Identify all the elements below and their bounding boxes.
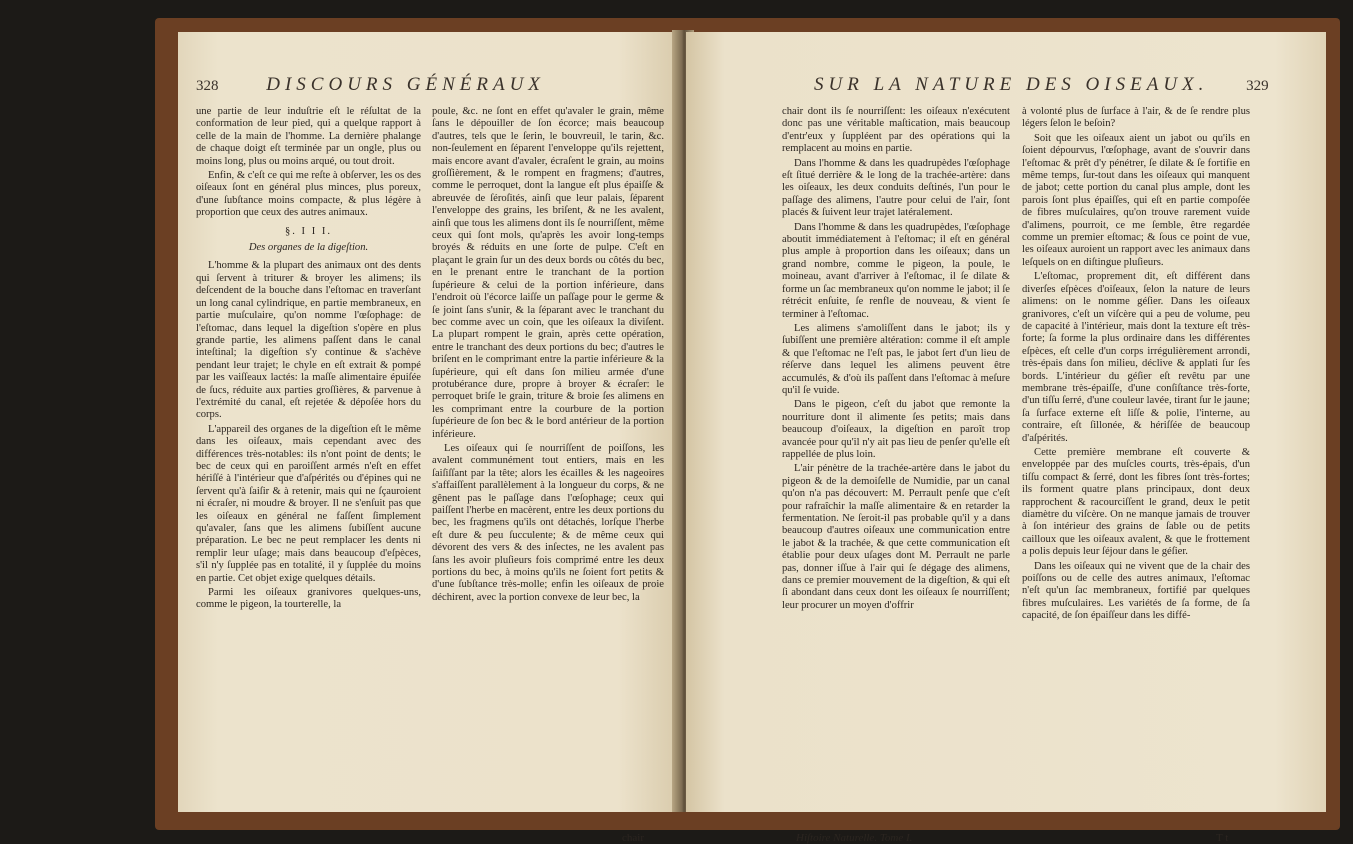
left-catchword: chair (622, 832, 644, 844)
right-running-title: SUR LA NATURE DES OISEAUX. (814, 74, 1209, 95)
paragraph: une partie de leur induſtrie eſt le réſultat de la conformation de leur pied, qui a quelque rapport à celle de la main de l'homme. La dernière phalange de chaque doigt eſt terminée par un ongle, plus ou moins long, plus ou moins arqué, ou tout droit. (196, 106, 421, 167)
right-footer-series (796, 832, 912, 844)
paragraph: Dans l'homme & dans les quadrupèdes l'œſophage eſt ſitué derrière & le long de la trachée-artère: dans les oiſeaux, les deux conduits deſtinés, l'un pour le paſſage des alimens, l'autre pour celui de l'air, ſont placés & ſuivent leur trajet latéralement. (782, 157, 1010, 219)
paragraph: L'appareil des organes de la digeſtion eſt le même dans les oiſeaux, mais cependant avec des différences très-notables: ils n'ont point de dents; le bec de ceux qui en paroiſſent armés n'eſt en effet hériſſé à l'intérieur que d'aſpérités ou d'épines qui ne ſervent qu'à ſaiſir & à retenir, mais qui ne ſçauroient ni écraſer, ni moudre & broyer. Il ne s'enſuit pas que les oiſeaux en général ne faſſent ſimplement qu'avaler, ſans que les alimens ſubiſſent aucune préparation. Le bec ne peut remplacer les dents ni remplir leur uſage; mais dans beaucoup d'eſpèces, s'il n'y ſupplée pas en totalité, il y ſupplée du moins en partie. Cet objet exige quelques détails. (196, 423, 421, 584)
left-page-number: 328 (196, 78, 219, 94)
right-running-head (814, 74, 1314, 104)
paragraph: Cette première membrane eſt couverte & enveloppée par des muſcles courts, très-épais, d'un tiſſu compact & ſerré, dont les fibres ſont très-fortes; ils forment quatre plans principaux, dont deux rapprochent & racourciſſent le grand, deux le petit diamètre du viſcère. On ne manque jamais de trouver à ſon intérieur des grains de ſable ou de petits cailloux que les oiſeaux avalent, & que le frottement a polis depuis leur ſéjour dans le géſier. (1022, 446, 1250, 558)
paragraph: poule, &c. ne ſont en effet qu'avaler le grain, même ſans le dépouiller de ſon écorce; mais beaucoup d'autres, tels que le ſerin, le bouvreuil, le tarin, &c. non-ſeulement en ſéparent l'enveloppe qu'ils rejettent, mais encore avant d'avaler, écraſent le grain, au moins groſſièrement, & le rompent en fragmens; d'autres, comme le perroquet, dont la langue eſt plus épaiſſe & abreuvée de ſéroſités, ainſi que leur palais, ſéparent l'enveloppe des grains, les briſent, & ne les avalent, ainſi que tous les alimens dont ils ſe nourriſſent, même ceux qui ſont mols, qu'après les avoir long-temps broyés & réduits en une ſorte de pulpe. C'eſt en plaçant le grain ſur un des deux bords ou côtés du bec, en le prenant entre le tranchant de la portion ſupérieure & celui de la portion inférieure, dans l'endroit où l'écorce laiſſe un paſſage pour le germe & ſe joint ſans s'unir, & la ſéparant avec le tranchant du bec comme avec un coin, que les oiſeaux la diviſent. La plupart rompent le grain, après cette opération, entre le tranchant des deux portions du bec; d'autres le briſent en le comprimant entre la partie inférieure & la ſupérieure, qui eſt dans ſon milieu armée d'une protubérance dure, propre à broyer & écraſer: le perroquet briſe le grain, triture & broie ſes alimens en les comprimant entre la courbure de la portion ſupérieure de ſon bec & le bord antérieur de la portion inférieure. (432, 106, 664, 440)
paragraph: Les alimens s'amoliſſent dans le jabot; ils y ſubiſſent une première altération: comme il eſt ample & que l'eſtomac ne l'eſt pas, le jabot ſert d'un lieu de réſerve dans lequel les alimens peuvent être accumulés, & d'où ils paſſent dans l'eſtomac à meſure qu'il ſe vuide. (782, 322, 1010, 396)
paragraph: à volonté plus de ſurface à l'air, & de ſe rendre plus légers ſelon le beſoin? (1022, 106, 1250, 130)
right-page (686, 32, 1326, 844)
section-subtitle: Des organes de la digeſtion. (248, 242, 369, 254)
paragraph: chair dont ils ſe nourriſſent: les oiſeaux n'exécutent donc pas une véritable maſtication, mais beaucoup d'entr'eux y ſuppléent par des opérations qui la remplacent au moins en partie. (782, 106, 1010, 155)
left-running-head (196, 74, 666, 104)
signature-mark: T t (1216, 832, 1229, 844)
right-column-1 (782, 106, 1010, 614)
paragraph: L'eſtomac, proprement dit, eſt différent dans diverſes eſpèces d'oiſeaux, ſelon la nature de leurs alimens: on le nomme géſier. Dans les oiſeaux granivores, c'eſt un viſcère qui a peu de volume, peu de capacité à l'intérieur, mais dont la texture eſt très-forte; ſa forme la plus ordinaire dans les différentes eſpèces, eſt celle d'un corps irrégulièrement arrondi, très-épais dans ſon milieu, déclive & applati ſur ſes bords. L'intérieur du géſier eſt revêtu par une membrane très-épaiſſe, d'une conſiſtance très-forte, d'un tiſſu ſerré, d'une couleur lavée, tirant ſur le jaune; ſa ſurface externe eſt liſſe & polie, l'interne, au contraire, eſt ſillonée, & hériſſée de beaucoup d'aſpérités. (1022, 271, 1250, 444)
left-running-title: DISCOURS GÉNÉRAUX (266, 74, 545, 95)
paragraph: Soit que les oiſeaux aient un jabot ou qu'ils en ſoient dépourvus, l'œſophage, avant de s'ouvrir dans l'eſtomac & prêt d'y pénétrer, ſe dilate & ſe fortifie en même temps, ſur-tout dans les oiſeaux qui manquent de jabot; cette portion du canal plus ample, dont les parois ſont plus épaiſſes, qui eſt en partie compoſée de fibres muſculaires, qu'on trouve rarement vuide d'alimens, pourroit, ce me ſemble, être regardée comme un premier eſtomac; & ſous ce point de vue, les oiſeaux auroient un rapport avec les animaux dans leſquels on en diſtingue pluſieurs. (1022, 132, 1250, 268)
paragraph: Enfin, & c'eſt ce qui me reſte à obſerver, les os des oiſeaux ſont en général plus minces, plus poreux, d'une ſubſtance moins compacte, & plus légère à proportion que ceux des autres animaux. (196, 170, 421, 219)
section-heading: §. I I I. (284, 225, 333, 237)
paragraph: Les oiſeaux qui ſe nourriſſent de poiſſons, les avalent communément tout entiers, mais en les ſaiſiſſant par la tête; alors les écailles & les nageoires s'affaiſſent parallèlement à la longueur du corps, & ne gênent pas le paſſage dans l'œſophage; ceux qui paiſſent l'herbe en macèrent, entre les deux portions du bec, les fragmens qu'ils ont détachés, lorſque l'herbe eſt dure & peu ſucculente; & de même ceux qui dévorent des vers & des inſectes, ne les avalent pas ſans les avoir pluſieurs fois comprimé entre les deux portions du bec, à moins qu'ils ne ſoient fort petits & d'une ſubſtance très-molle; enfin les oiſeaux de proie déchirent, avec la portion convexe de leur bec, la (432, 442, 664, 603)
paragraph: Parmi les oiſeaux granivores quelques-uns, comme le pigeon, la tourterelle, la (196, 587, 421, 611)
left-column-2 (432, 106, 664, 606)
paragraph: Dans les oiſeaux qui ne vivent que de la chair des poiſſons ou de celle des autres animaux, l'eſtomac n'eſt qu'un ſac membraneux, fortifié par quelques fibres muſculaires. Les variétés de ſa forme, de ſa capacité, de ſon épaiſſeur dans les diffé- (1022, 560, 1250, 622)
paragraph: Dans l'homme & dans les quadrupèdes, l'œſophage aboutit immédiatement à l'eſtomac; il eſt en général plus ample à proportion dans les oiſeaux; dans un grand nombre, comme le pigeon, la poule, le moineau, avant d'arriver à l'eſtomac, il ſe dilate & forme un ſac membraneux qu'on nomme le jabot; il ſe rétrécit enſuite, ſe renfle de nouveau, & vient ſe terminer à l'eſtomac. (782, 221, 1010, 320)
right-column-2 (1022, 106, 1250, 625)
paragraph: L'air pénètre de la trachée-artère dans le jabot du pigeon & de la demoiſelle de Numidie, par un canal qu'on n'a pas découvert: M. Perrault penſe que c'eſt pour rafraîchir la maſſe alimentaire & en retarder la fermentation. Ne ſeroit-il pas probable qu'il y a dans beaucoup d'autres oiſeaux une communication entre le jabot & la trachée, & que cette communication eſt établie pour deux uſages dont M. Perrault ne parle pas, donner iſſue à l'air qui ſe dégage des alimens, dans ce premier mouvement de la digeſtion, & qui eſt ſi abondant dans ceux dont les oiſeaux ſe nourriſſent; leur procurer un moyen d'offrir (782, 463, 1010, 611)
paragraph: L'homme & la plupart des animaux ont des dents qui ſervent à triturer & broyer les alimens; ils deſcendent de la bouche dans l'eſtomac en traverſant un long canal cylindrique, en partie membraneux, en partie muſculaire, qu'on nomme l'œſophage: de l'eſtomac, dans lequel la digeſtion s'opère en plus grande partie, les alimens paſſent dans le canal inteſtinal; la digeſtion s'y continue & s'achève pendant leur trajet; le chyle en eſt extrait & pompé par les vaiſſeaux lactés: la maſſe alimentaire épuiſée de ſucs, réduite aux parties groſſières, & parvenue à l'extrémité du canal, eſt rejetée & dépoſée hors du corps. (196, 260, 421, 421)
series-title: Hiſtoire Naturelle. Tome I. (796, 832, 913, 844)
paragraph: Dans le pigeon, c'eſt du jabot que remonte la nourriture dont il alimente ſes petits; mais dans beaucoup d'oiſeaux, la digeſtion en paroît trop avancée pour qu'il n'y ait pas lieu de penſer qu'elle eſt rappellée de plus loin. (782, 399, 1010, 460)
right-page-number: 329 (1246, 78, 1269, 94)
left-column-1 (196, 106, 421, 614)
left-page (178, 32, 678, 844)
